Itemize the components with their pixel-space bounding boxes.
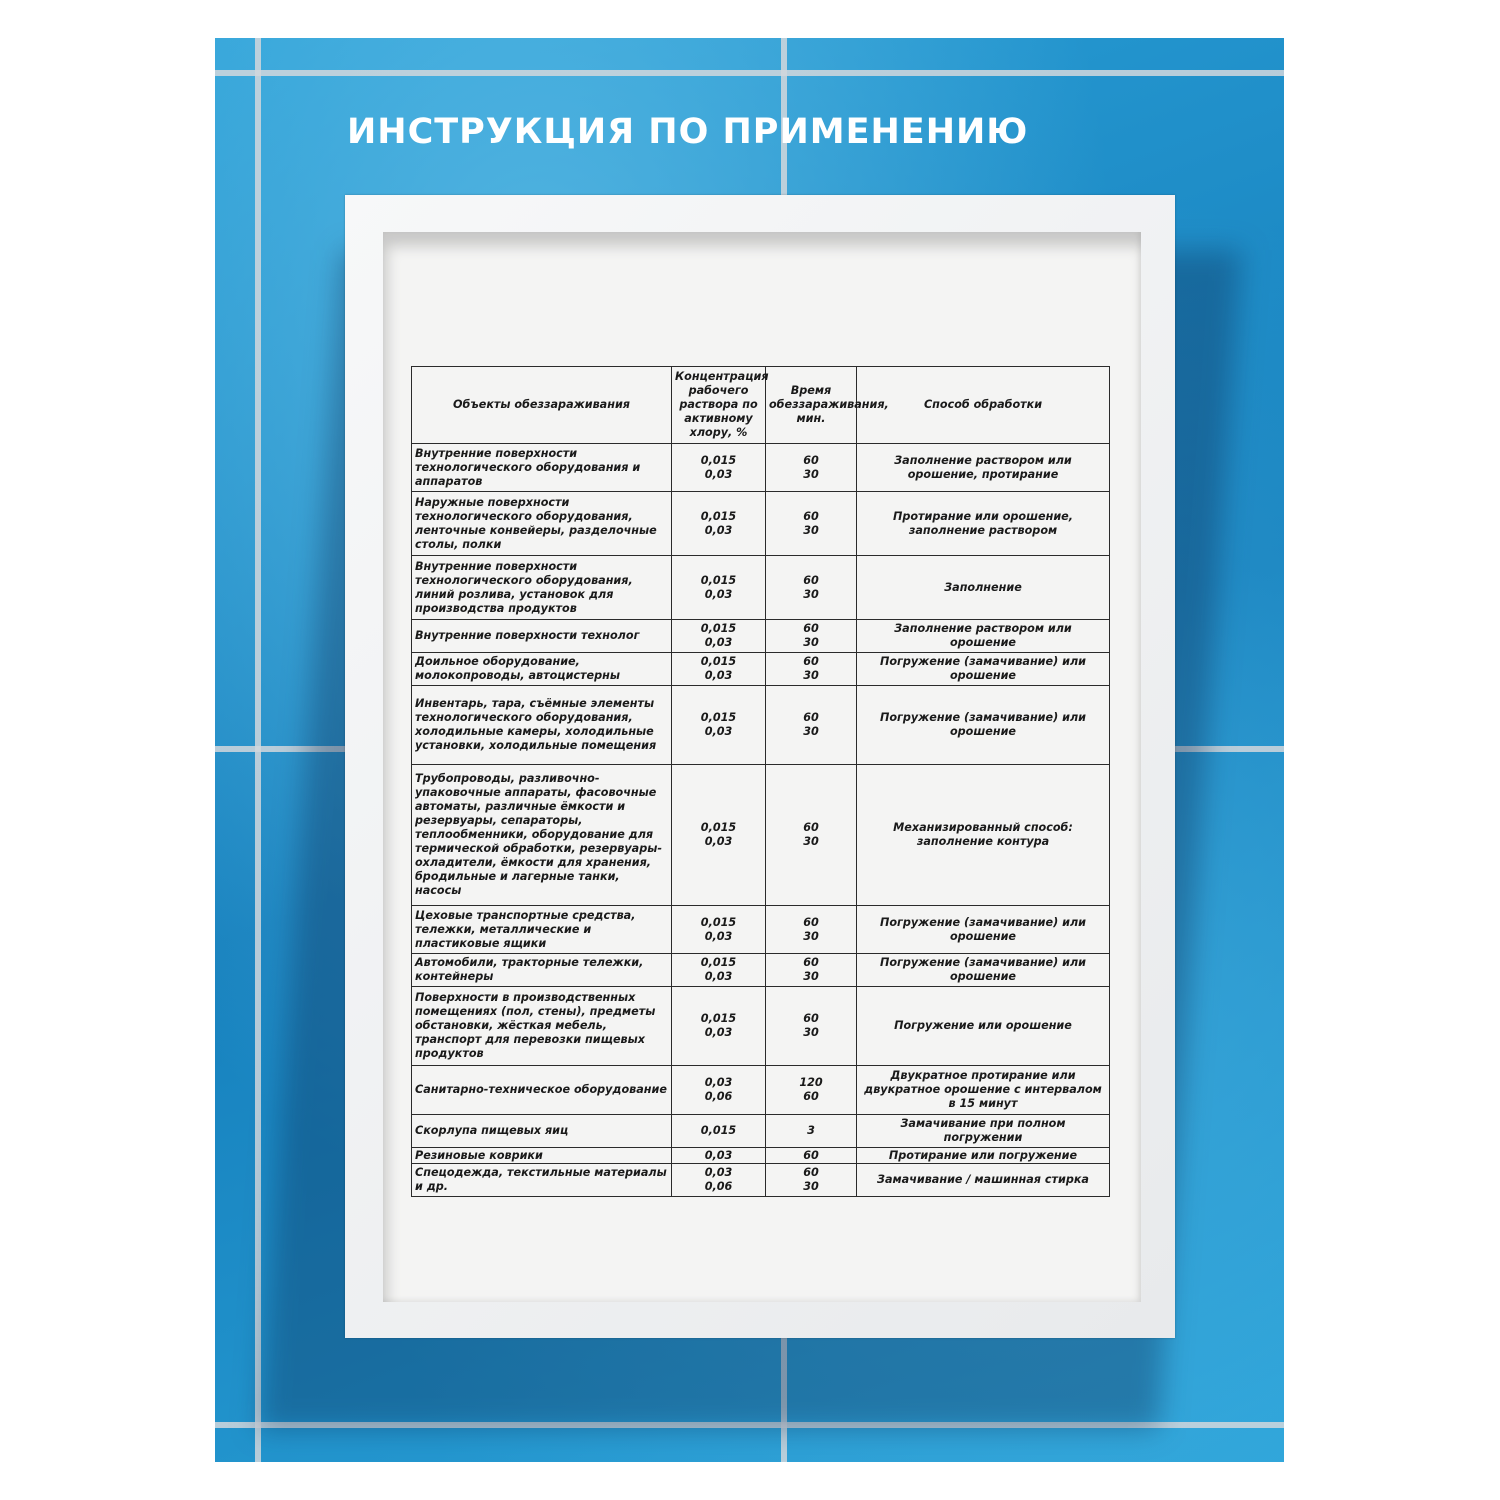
cell-object: Автомобили, тракторные тележки, контейнеры [412,954,672,987]
time-value: 30 [803,1180,819,1193]
concentration-value: 0,015 [700,956,737,969]
cell-time [766,492,857,556]
concentration-value: 0,03 [704,1148,733,1162]
table-row [412,1164,1110,1197]
time-value: 60 [803,655,819,668]
time-value: 60 [803,1090,819,1103]
cell-object: Наружные поверхности технологического оборудования, ленточные конвейеры, разделочные столы, полки [412,492,672,556]
cell-object: Трубопроводы, разливочно-упаковочные аппараты, фасовочные автоматы, различные ёмкости и резервуары, сепараторы, теплообменники, оборудование для термической обработки, резервуары-охладители, ёмкости для хранения, бродильные и лагерные танки, насосы [412,765,672,906]
cell-concentration [672,906,766,954]
cell-method: Заполнение раствором или орошение [857,620,1110,653]
table-row [412,556,1110,620]
cell-time [766,954,857,987]
cell-method: Погружение (замачивание) или орошение [857,653,1110,686]
cell-method: Заполнение [857,556,1110,620]
cell-method: Протирание или погружение [857,1148,1110,1164]
cell-time [766,1066,857,1115]
table-row [412,1148,1110,1164]
cell-time [766,1164,857,1197]
cell-method: Замачивание / машинная стирка [857,1164,1110,1197]
time-value: 60 [803,622,819,635]
table-header-row [412,367,1110,444]
instructions-table [411,366,1110,1197]
time-value: 30 [803,467,819,481]
time-value: 3 [807,1124,815,1137]
cell-method: Погружение (замачивание) или орошение [857,954,1110,987]
cell-method: Механизированный способ: заполнение контура [857,765,1110,906]
cell-method: Протирание или орошение, заполнение раствором [857,492,1110,556]
time-value: 30 [803,523,819,537]
cell-concentration [672,1164,766,1197]
cell-concentration [672,1148,766,1164]
cell-object: Спецодежда, текстильные материалы и др. [412,1164,672,1197]
time-value: 60 [803,821,819,834]
time-value: 30 [803,970,819,983]
cell-object: Поверхности в производственных помещениях (пол, стены), предметы обстановки, жёсткая мебель, транспорт для перевозки пищевых продуктов [412,987,672,1066]
table-row [412,954,1110,987]
concentration-value: 0,015 [700,821,737,834]
cell-concentration [672,444,766,492]
cell-object: Санитарно-техническое оборудование [412,1066,672,1115]
cell-time [766,444,857,492]
time-value: 30 [803,929,819,943]
time-value: 60 [803,915,819,929]
concentration-value: 0,03 [704,1026,733,1039]
time-value: 60 [803,711,819,724]
cell-time [766,1115,857,1148]
time-value: 60 [803,573,819,587]
cell-object: Внутренние поверхности технолог [412,620,672,653]
time-value: 60 [803,1148,819,1162]
cell-concentration [672,492,766,556]
table-row [412,444,1110,492]
cell-time [766,987,857,1066]
concentration-value: 0,03 [704,523,733,537]
cell-method: Погружение (замачивание) или орошение [857,686,1110,765]
cell-time [766,556,857,620]
concentration-value: 0,03 [704,669,733,682]
table-row [412,906,1110,954]
cell-concentration [672,556,766,620]
table-row [412,686,1110,765]
concentration-value: 0,015 [700,711,737,724]
table-row [412,620,1110,653]
concentration-value: 0,03 [704,835,733,848]
concentration-value: 0,06 [704,1180,733,1193]
time-value: 60 [803,1012,819,1025]
time-value: 30 [803,669,819,682]
header-time: Время обеззараживания, мин. [766,367,857,444]
time-value: 60 [803,1166,819,1179]
cell-object: Внутренние поверхности технологического оборудования, линий розлива, установок для производства продуктов [412,556,672,620]
cell-concentration [672,653,766,686]
header-concentration: Концентрация рабочего раствора по активному хлору, % [672,367,766,444]
cell-concentration [672,987,766,1066]
table-row [412,492,1110,556]
concentration-value: 0,03 [704,725,733,738]
time-value: 30 [803,587,819,601]
cell-method: Замачивание при полном погружении [857,1115,1110,1148]
table-body [412,444,1110,1197]
concentration-value: 0,03 [704,1166,733,1179]
table-row [412,765,1110,906]
concentration-value: 0,03 [704,1076,733,1089]
cell-concentration [672,686,766,765]
cell-object: Цеховые транспортные средства, тележки, металлические и пластиковые ящики [412,906,672,954]
time-value: 30 [803,636,819,649]
cell-method: Погружение или орошение [857,987,1110,1066]
cell-time [766,686,857,765]
cell-object: Резиновые коврики [412,1148,672,1164]
time-value: 30 [803,835,819,848]
concentration-value: 0,015 [700,1012,737,1025]
concentration-value: 0,015 [700,573,737,587]
time-value: 30 [803,1026,819,1039]
page-title: ИНСТРУКЦИЯ ПО ПРИМЕНЕНИЮ [347,112,1029,152]
table-row [412,1115,1110,1148]
time-value: 60 [803,453,819,467]
cell-object: Доильное оборудование, молокопроводы, автоцистерны [412,653,672,686]
cell-concentration [672,1115,766,1148]
cell-time [766,620,857,653]
concentration-value: 0,03 [704,636,733,649]
concentration-value: 0,03 [704,467,733,481]
cell-concentration [672,765,766,906]
concentration-value: 0,03 [704,929,733,943]
cell-method: Двукратное протирание или двукратное орошение с интервалом в 15 минут [857,1066,1110,1115]
cell-concentration [672,620,766,653]
concentration-value: 0,015 [700,915,737,929]
concentration-value: 0,015 [700,655,737,668]
cell-concentration [672,954,766,987]
concentration-value: 0,015 [700,622,737,635]
cell-method: Погружение (замачивание) или орошение [857,906,1110,954]
concentration-value: 0,015 [700,1124,737,1137]
table-row [412,653,1110,686]
header-objects: Объекты обеззараживания [412,367,672,444]
concentration-value: 0,06 [704,1090,733,1103]
cell-time [766,765,857,906]
cell-time [766,906,857,954]
cell-method: Заполнение раствором или орошение, протирание [857,444,1110,492]
cell-concentration [672,1066,766,1115]
concentration-value: 0,03 [704,587,733,601]
time-value: 60 [803,956,819,969]
table-row [412,987,1110,1066]
concentration-value: 0,015 [700,509,737,523]
cell-time [766,1148,857,1164]
cell-object: Внутренние поверхности технологического оборудования и аппаратов [412,444,672,492]
concentration-value: 0,015 [700,453,737,467]
table-row [412,1066,1110,1115]
cell-object: Инвентарь, тара, съёмные элементы технологического оборудования, холодильные камеры, холодильные установки, холодильные помещения [412,686,672,765]
concentration-value: 0,03 [704,970,733,983]
time-value: 60 [803,509,819,523]
time-value: 120 [799,1076,823,1089]
time-value: 30 [803,725,819,738]
header-method: Способ обработки [857,367,1110,444]
cell-time [766,653,857,686]
cell-object: Скорлупа пищевых яиц [412,1115,672,1148]
